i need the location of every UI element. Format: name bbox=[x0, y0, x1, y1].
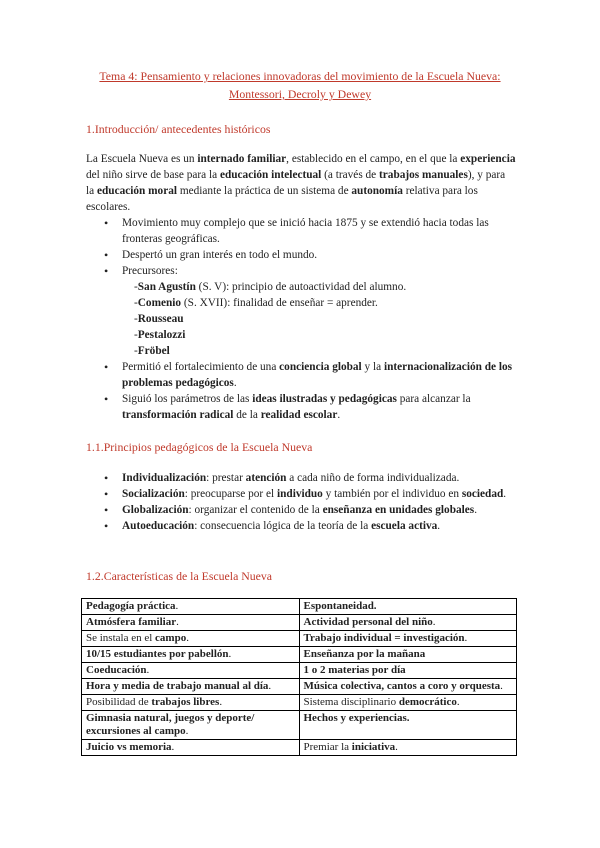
text-run: - bbox=[134, 345, 138, 357]
characteristics-table bbox=[81, 598, 517, 756]
text-run: Posibilidad de bbox=[86, 696, 152, 708]
table-cell bbox=[299, 663, 517, 679]
text-run: . bbox=[437, 520, 441, 532]
precursor-item bbox=[86, 311, 516, 327]
text-run: - bbox=[134, 297, 138, 309]
list-item bbox=[86, 486, 516, 502]
table-row bbox=[82, 663, 517, 679]
text-run: de la bbox=[233, 409, 261, 421]
bold-text: Hora y media de trabajo manual al día bbox=[86, 680, 269, 692]
text-run: . bbox=[268, 680, 272, 692]
table-row bbox=[82, 615, 517, 631]
bold-text: Fröbel bbox=[137, 345, 170, 357]
table-cell bbox=[82, 679, 300, 695]
bold-text: Trabajo individual = investigación bbox=[303, 632, 465, 644]
table-cell bbox=[82, 599, 300, 615]
list-item bbox=[86, 359, 516, 391]
text-run: . bbox=[456, 696, 460, 708]
section-introduccion-body bbox=[86, 151, 516, 423]
bold-text: enseñanza en unidades globales bbox=[322, 504, 475, 516]
table-cell bbox=[299, 679, 517, 695]
table-cell bbox=[299, 647, 517, 663]
document-title bbox=[60, 67, 540, 103]
text-run: : preocuparse por el bbox=[184, 488, 277, 500]
bold-text: Atmósfera familiar bbox=[86, 616, 177, 628]
intro-bullet-list-2 bbox=[86, 359, 516, 423]
table-cell bbox=[82, 711, 300, 740]
section-heading-principios: 1.1.Principios pedagógicos de la Escuela Nueva bbox=[86, 440, 313, 454]
text-run: . bbox=[233, 377, 237, 389]
bold-text: realidad escolar bbox=[260, 409, 338, 421]
table-row bbox=[82, 695, 517, 711]
bold-text: 10/15 estudiantes por pabellón bbox=[86, 648, 229, 660]
text-run: mediante la práctica de un sistema de bbox=[177, 185, 352, 197]
bold-text: individuo bbox=[276, 488, 323, 500]
bold-text: transformación radical bbox=[122, 409, 234, 421]
text-run: . bbox=[337, 409, 341, 421]
text-run: . bbox=[176, 616, 179, 628]
bold-text: Gimnasia natural, juegos y deporte/ excursiones al campo bbox=[86, 712, 255, 737]
precursor-item bbox=[86, 295, 516, 311]
bold-text: Individualización bbox=[122, 472, 207, 484]
bold-text: San Agustín bbox=[137, 281, 196, 293]
table-cell bbox=[299, 615, 517, 631]
text-run: . bbox=[432, 616, 436, 628]
table-cell bbox=[82, 740, 300, 756]
table-row bbox=[82, 599, 517, 615]
table-row bbox=[82, 740, 517, 756]
table-cell bbox=[82, 631, 300, 647]
bold-text: Actividad personal del niño bbox=[303, 616, 433, 628]
bold-text: Pedagogía práctica bbox=[86, 600, 176, 612]
text-run: . bbox=[228, 648, 232, 660]
text-run: . bbox=[500, 680, 503, 692]
text-run: . bbox=[146, 664, 150, 676]
text-run: La Escuela Nueva es un bbox=[86, 153, 198, 165]
text-run: - bbox=[134, 281, 138, 293]
text-run: - bbox=[134, 329, 138, 341]
bold-text: 1 o 2 materias por día bbox=[303, 664, 406, 676]
text-run: Permitió el fortalecimiento de una bbox=[122, 361, 280, 373]
text-run: . bbox=[185, 725, 189, 737]
text-run: . bbox=[175, 600, 179, 612]
table-cell bbox=[82, 695, 300, 711]
text-run: ), y para la bbox=[86, 169, 506, 197]
table-row bbox=[82, 631, 517, 647]
bold-text: experiencia bbox=[460, 153, 516, 165]
text-run: relativa para los escolares. bbox=[86, 185, 478, 213]
text-run: . bbox=[464, 632, 468, 644]
text-run: y también por el individuo en bbox=[322, 488, 462, 500]
text-run: . bbox=[186, 632, 189, 644]
table-cell bbox=[82, 647, 300, 663]
text-run: , establecido en el campo, en el que la bbox=[286, 153, 461, 165]
text-run: Premiar la bbox=[303, 741, 352, 753]
text-run: Siguió los parámetros de las bbox=[122, 393, 253, 405]
text-run: a cada niño de forma individualizada. bbox=[286, 472, 460, 484]
bold-text: atención bbox=[245, 472, 287, 484]
list-item bbox=[86, 502, 516, 518]
table-row bbox=[82, 679, 517, 695]
list-item: • Despertó un gran interés en todo el mundo. bbox=[86, 247, 516, 263]
precursors-list bbox=[86, 279, 516, 359]
bold-text: sociedad bbox=[461, 488, 504, 500]
text-run: : consecuencia lógica de la teoría de la bbox=[194, 520, 372, 532]
text-run: (S. V): principio de autoactividad del alumno. bbox=[195, 281, 407, 293]
title-line-1: Tema 4: Pensamiento y relaciones innovadoras del movimiento de la Escuela Nueva: bbox=[99, 69, 501, 83]
bold-text: campo bbox=[155, 632, 187, 644]
precursor-item bbox=[86, 279, 516, 295]
bold-text: educación moral bbox=[96, 185, 177, 197]
section-principios-body bbox=[86, 470, 516, 534]
bold-text: Pestalozzi bbox=[137, 329, 186, 341]
list-item: • Movimiento muy complejo que se inició hacia 1875 y se extendió hacia todas las fronteras geográficas. bbox=[86, 215, 516, 247]
intro-bullet-list bbox=[86, 215, 516, 279]
bold-text: iniciativa bbox=[351, 741, 396, 753]
bold-text: Hechos y experiencias. bbox=[303, 712, 410, 724]
section-heading-introduccion: 1.Introducción/ antecedentes históricos bbox=[86, 122, 271, 136]
text-run: . bbox=[219, 696, 223, 708]
bold-text: Globalización bbox=[122, 504, 189, 516]
precursor-item bbox=[86, 327, 516, 343]
list-item: • Precursores: bbox=[86, 263, 516, 279]
text-run: (a través de bbox=[321, 169, 380, 181]
bold-text: Rousseau bbox=[137, 313, 184, 325]
precursor-item bbox=[86, 343, 516, 359]
bold-text: Música colectiva, cantos a coro y orquesta bbox=[303, 680, 501, 692]
bold-text: conciencia global bbox=[279, 361, 362, 373]
bold-text: ideas ilustradas y pedagógicas bbox=[252, 393, 397, 405]
principles-list bbox=[86, 470, 516, 534]
bold-text: Autoeducación bbox=[122, 520, 195, 532]
text-run: - bbox=[134, 313, 138, 325]
list-item bbox=[86, 470, 516, 486]
list-item bbox=[86, 391, 516, 423]
table-cell bbox=[299, 711, 517, 740]
bold-text: democrático bbox=[398, 696, 457, 708]
text-run: y la bbox=[361, 361, 384, 373]
bold-text: trabajos libres bbox=[151, 696, 220, 708]
table-cell bbox=[82, 663, 300, 679]
table-cell bbox=[299, 695, 517, 711]
bold-text: educación intelectual bbox=[219, 169, 322, 181]
text-run: : prestar bbox=[206, 472, 246, 484]
table-row bbox=[82, 711, 517, 740]
text-run: . bbox=[474, 504, 478, 516]
text-run: (S. XVII): finalidad de enseñar = aprender. bbox=[181, 297, 378, 309]
bold-text: Enseñanza por la mañana bbox=[303, 648, 426, 660]
title-line-2: Montessori, Decroly y Dewey bbox=[228, 87, 372, 101]
bold-text: internado familiar bbox=[197, 153, 287, 165]
text-run: . bbox=[503, 488, 507, 500]
bold-text: Juicio vs memoria bbox=[86, 741, 172, 753]
text-run: para alcanzar la bbox=[396, 393, 471, 405]
table-cell bbox=[82, 615, 300, 631]
section-heading-caracteristicas: 1.2.Características de la Escuela Nueva bbox=[86, 569, 273, 583]
text-run: . bbox=[171, 741, 175, 753]
intro-paragraph bbox=[86, 151, 516, 215]
table-row bbox=[82, 647, 517, 663]
list-item bbox=[86, 518, 516, 534]
bold-text: internacionalización de los problemas pedagógicos bbox=[122, 361, 513, 389]
text-run: : organizar el contenido de la bbox=[188, 504, 323, 516]
bold-text: Socialización bbox=[122, 488, 185, 500]
table-cell bbox=[299, 740, 517, 756]
bold-text: trabajos manuales bbox=[379, 169, 468, 181]
bold-text: Comenio bbox=[137, 297, 182, 309]
bold-text: escuela activa bbox=[371, 520, 438, 532]
text-run: Sistema disciplinario bbox=[303, 696, 399, 708]
bold-text: Espontaneidad. bbox=[303, 600, 377, 612]
text-run: del niño sirve de base para la bbox=[86, 169, 220, 181]
text-run: . bbox=[395, 741, 398, 753]
bold-text: Coeducación bbox=[86, 664, 147, 676]
table-cell bbox=[299, 631, 517, 647]
table-cell bbox=[299, 599, 517, 615]
text-run: Se instala en el bbox=[86, 632, 156, 644]
bold-text: autonomía bbox=[351, 185, 403, 197]
